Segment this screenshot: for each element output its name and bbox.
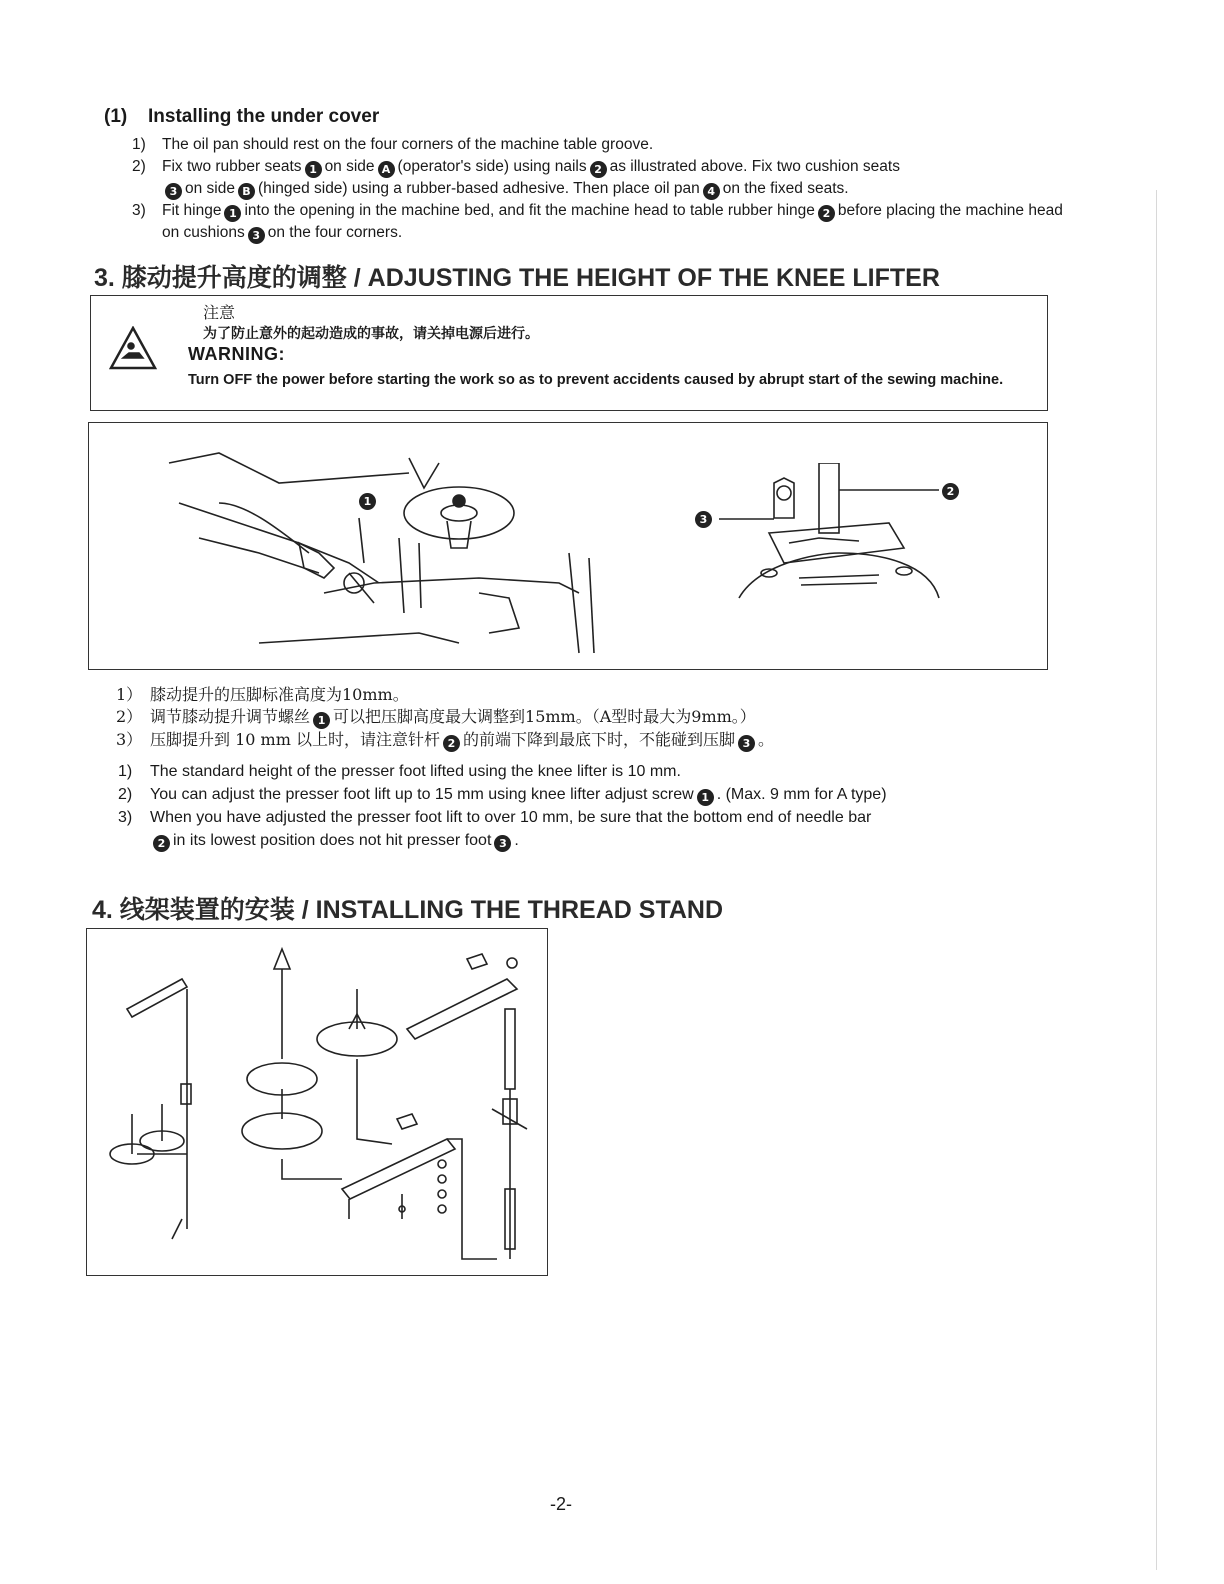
- marker-2: 2: [818, 205, 835, 222]
- list-item: 3） 压脚提升到 10 mm 以上时，请注意针杆 2 的前端下降到最底下时，不能碰到压脚 3 。: [116, 730, 774, 750]
- marker-4: 4: [703, 183, 720, 200]
- warning-cn-label: 注意: [203, 303, 236, 322]
- marker-1: 1: [697, 789, 714, 806]
- list-item: 2) You can adjust the presser foot lift up to 15 mm using knee lifter adjust screw 1 . (Max. 9 mm for A type): [118, 786, 887, 804]
- section-title-thread-stand: 4. 线架装置的安装 / INSTALLING THE THREAD STAND: [92, 896, 724, 924]
- marker-1: 1: [224, 205, 241, 222]
- page-number: -2-: [550, 1494, 572, 1514]
- marker-3: 3: [248, 227, 265, 244]
- thread-stand-drawing: [87, 929, 547, 1275]
- marker-3: 3: [738, 735, 755, 752]
- list-item: 1) The standard height of the presser foot lifted using the knee lifter is 10 mm.: [118, 763, 681, 780]
- list-item: 2） 调节膝动提升调节螺丝 1 可以把压脚高度最大调整到15mm。（A型时最大为9mm。）: [116, 707, 756, 727]
- knee-lifter-drawing: [159, 443, 619, 658]
- marker-a: A: [378, 161, 395, 178]
- figure-marker-1: 1: [359, 493, 376, 510]
- knee-lifter-steps-cn: [116, 684, 1046, 752]
- list-item: 1） 膝动提升的压脚标准高度为10mm。: [116, 685, 409, 704]
- list-item: 3) Fit hinge 1 into the opening in the machine bed, and fit the machine head to table rubber hinge 2 before placing the machine head on cushions 3 on the four corners.: [132, 202, 1063, 242]
- under-cover-steps: [132, 134, 1072, 244]
- warning-en-label: WARNING:: [188, 344, 285, 364]
- warning-box: [90, 295, 1048, 411]
- list-item: 1) The oil pan should rest on the four corners of the machine table groove.: [132, 136, 654, 153]
- subsection-title-text: Installing the under cover: [148, 106, 380, 127]
- figure-marker-3: 3: [695, 511, 712, 528]
- subsection-title: [104, 106, 379, 128]
- warning-en-text: Turn OFF the power before starting the work so as to prevent accidents caused by abrupt start of the sewing machine.: [188, 372, 1004, 388]
- marker-2: 2: [590, 161, 607, 178]
- subsection-number: (1): [104, 106, 128, 127]
- marker-3: 3: [165, 183, 182, 200]
- warning-cn-text: 为了防止意外的起动造成的事故，请关掉电源后进行。: [203, 326, 539, 342]
- figure-marker-2: 2: [942, 483, 959, 500]
- marker-2: 2: [153, 835, 170, 852]
- warning-triangle-icon: [109, 326, 157, 370]
- knee-lifter-steps-en: [118, 760, 1068, 852]
- section-title-knee-lifter: 3. 膝动提升高度的调整 / ADJUSTING THE HEIGHT OF THE KNEE LIFTER: [94, 264, 940, 292]
- marker-b: B: [238, 183, 255, 200]
- page-edge-line: [1156, 190, 1157, 1570]
- knee-lifter-figure: [88, 422, 1048, 670]
- list-item: 3) When you have adjusted the presser foot lift to over 10 mm, be sure that the bottom end of needle bar 2 in its lowest position does not hit presser foot 3 .: [118, 809, 872, 850]
- marker-1: 1: [313, 712, 330, 729]
- marker-1: 1: [305, 161, 322, 178]
- list-item: 2) Fix two rubber seats 1 on side A (operator's side) using nails 2 as illustrated above. Fix two cushion seats 3 on side B (hinged side) using a rubber-based adhesive. Then place oil pan 4 on the fixed seats.: [132, 158, 900, 198]
- thread-stand-figure: [86, 928, 548, 1276]
- marker-2: 2: [443, 735, 460, 752]
- marker-3: 3: [494, 835, 511, 852]
